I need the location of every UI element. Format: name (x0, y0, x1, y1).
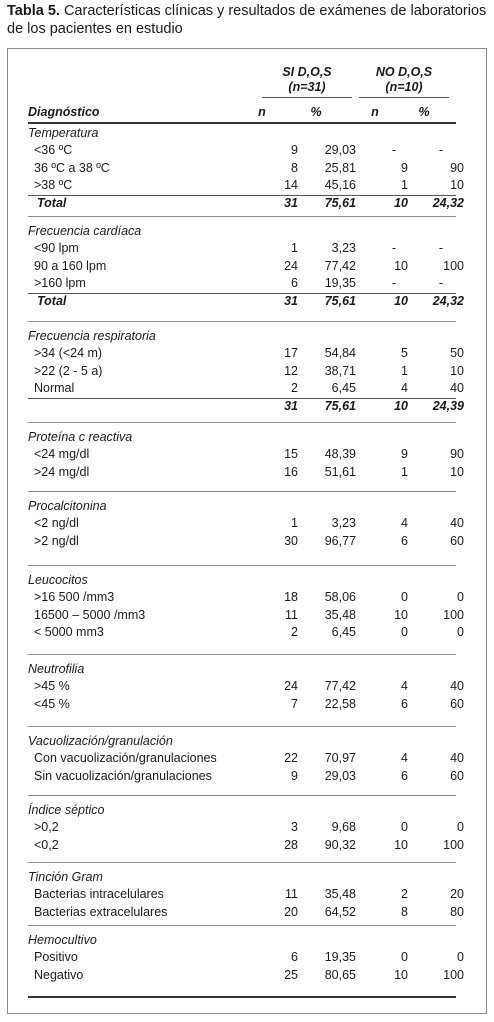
table-row (28, 446, 464, 464)
cell-n2: 10 (394, 258, 408, 273)
cell-n2: 10 (394, 967, 408, 982)
section-divider (28, 565, 456, 566)
table-row (28, 904, 464, 922)
section (28, 661, 464, 713)
table-row (28, 515, 464, 533)
cell-p1: 29,03 (324, 768, 356, 783)
total-cell-n2: 10 (394, 398, 408, 413)
section-title: Vacuolización/granulación (28, 734, 173, 748)
row-label: >160 lpm (34, 276, 86, 290)
cell-n1: 1 (291, 241, 298, 255)
cell-p2: 40 (450, 381, 464, 395)
row-label: Normal (34, 381, 75, 395)
table-row (28, 160, 464, 178)
cell-n2: 9 (401, 447, 408, 461)
section-divider (28, 726, 456, 727)
table-row (28, 363, 464, 381)
cell-n1: 6 (291, 276, 298, 290)
cell-n1: 14 (284, 178, 298, 192)
section (28, 429, 464, 481)
column-header-n-no: n (371, 105, 379, 119)
section (28, 932, 464, 984)
cell-p1: 19,35 (324, 276, 356, 290)
cell-p2: 60 (450, 696, 464, 711)
cell-n2: 0 (401, 820, 408, 834)
cell-p1: 3,23 (331, 516, 356, 530)
cell-n1: 22 (284, 751, 298, 765)
table-row (28, 949, 464, 967)
cell-p2: - (438, 143, 444, 157)
table-caption (7, 2, 489, 38)
row-label: Positivo (34, 950, 78, 964)
section (28, 802, 464, 854)
group-header-no-dos-n: (n=10) (385, 80, 423, 94)
total-cell-n1: 31 (284, 195, 298, 210)
cell-p2: 100 (443, 607, 464, 622)
total-cell-p2: 24,32 (432, 293, 464, 308)
section (28, 328, 464, 415)
cell-p1: 90,32 (324, 837, 356, 852)
cell-p2: - (438, 241, 444, 255)
group-header-no-dos (359, 65, 449, 95)
table-row (28, 380, 464, 398)
cell-n2: 2 (401, 887, 408, 901)
cell-p1: 58,06 (324, 590, 356, 604)
cell-p2: 20 (450, 887, 464, 901)
section-title: Proteína c reactiva (28, 430, 133, 444)
column-header-pct-si: % (310, 105, 322, 119)
cell-n2: - (391, 143, 397, 157)
cell-p2: 90 (450, 160, 464, 175)
cell-n1: 20 (284, 904, 298, 919)
section (28, 223, 464, 310)
table-row (28, 886, 464, 904)
section-title: Leucocitos (28, 573, 88, 587)
table-row (28, 464, 464, 482)
cell-p2: 0 (457, 820, 464, 834)
row-label: Sin vacuolización/granulaciones (34, 768, 212, 783)
cell-n2: - (391, 241, 397, 255)
row-label: Con vacuolización/granulaciones (34, 751, 217, 765)
cell-p1: 9,68 (331, 820, 356, 834)
total-cell-p1: 75,61 (324, 293, 356, 308)
row-label: Bacterias intracelulares (34, 887, 164, 901)
section-divider (28, 925, 456, 926)
section-title: Índice séptico (28, 803, 105, 817)
section-divider (28, 862, 456, 863)
total-cell-p1: 75,61 (324, 398, 356, 413)
total-row (28, 293, 464, 311)
cell-n2: 4 (401, 516, 408, 530)
cell-p2: 40 (450, 516, 464, 530)
cell-p2: 60 (450, 533, 464, 548)
cell-p1: 96,77 (324, 533, 356, 548)
cell-n1: 9 (291, 143, 298, 157)
header-rule (28, 122, 456, 124)
cell-n1: 8 (291, 160, 298, 175)
cell-p1: 19,35 (324, 950, 356, 964)
cell-n1: 16 (284, 464, 298, 479)
total-cell-p2: 24,39 (432, 398, 464, 413)
table-row (28, 819, 464, 837)
cell-p1: 51,61 (324, 464, 356, 479)
row-label: >34 (<24 m) (34, 346, 103, 360)
table-row (28, 258, 464, 276)
cell-n1: 3 (291, 820, 298, 834)
cell-n1: 9 (291, 768, 298, 783)
cell-n2: 6 (401, 533, 408, 548)
row-label: >16 500 /mm3 (34, 590, 115, 604)
cell-p1: 64,52 (324, 904, 356, 919)
cell-p2: 100 (443, 837, 464, 852)
cell-p1: 22,58 (324, 696, 356, 711)
cell-p1: 80,65 (324, 967, 356, 982)
cell-p1: 45,16 (324, 178, 356, 192)
group-underline-no (359, 97, 449, 98)
section (28, 733, 464, 785)
cell-p2: 100 (443, 258, 464, 273)
bottom-rule (28, 996, 456, 998)
cell-n1: 24 (284, 679, 298, 693)
cell-n1: 1 (291, 516, 298, 530)
row-label: Negativo (34, 967, 84, 982)
cell-p2: 10 (450, 178, 464, 192)
cell-p1: 38,71 (324, 363, 356, 378)
row-label: >24 mg/dl (34, 464, 90, 479)
table-row (28, 967, 464, 985)
cell-n2: 1 (401, 363, 408, 378)
table-row (28, 177, 464, 195)
table-row (28, 607, 464, 625)
section (28, 125, 464, 212)
cell-p2: 40 (450, 679, 464, 693)
row-label: <24 mg/dl (34, 447, 90, 461)
table-row (28, 837, 464, 855)
row-label: <0,2 (34, 837, 59, 852)
total-cell-n2: 10 (394, 195, 408, 210)
cell-n1: 12 (284, 363, 298, 378)
column-header-pct-no: % (418, 105, 430, 119)
cell-p1: 48,39 (324, 447, 356, 461)
table-row (28, 624, 464, 642)
cell-n1: 25 (284, 967, 298, 982)
cell-n1: 11 (285, 607, 298, 622)
total-cell-n1: 31 (284, 293, 298, 308)
cell-n1: 7 (291, 696, 298, 711)
table-row (28, 589, 464, 607)
section-divider (28, 654, 456, 655)
section-title: Procalcitonina (28, 499, 107, 513)
group-underline-si (262, 97, 352, 98)
section-divider (28, 321, 456, 322)
cell-n2: 9 (401, 160, 408, 175)
cell-n1: 11 (285, 887, 298, 901)
cell-n2: - (391, 276, 397, 290)
table-row (28, 275, 456, 293)
cell-n1: 2 (291, 625, 298, 639)
cell-n2: 0 (401, 590, 408, 604)
group-header-si-dos (262, 65, 352, 95)
cell-p2: 90 (450, 447, 464, 461)
section-divider (28, 216, 456, 217)
table-row (28, 678, 464, 696)
cell-p1: 35,48 (324, 607, 356, 622)
cell-p2: - (438, 276, 444, 290)
row-label: >38 ºC (34, 178, 73, 192)
section (28, 498, 464, 550)
row-label: 90 a 160 lpm (34, 258, 107, 273)
section-divider (28, 795, 456, 796)
section-divider (28, 491, 456, 492)
row-label: >0,2 (34, 820, 59, 834)
row-label: <90 lpm (34, 241, 79, 255)
cell-n2: 0 (401, 950, 408, 964)
cell-n2: 5 (401, 346, 408, 360)
cell-p2: 0 (457, 625, 464, 639)
section-divider (28, 422, 456, 423)
section-title: Tinción Gram (28, 870, 103, 884)
caption-text: Características clínicas y resultados de exámenes de laboratorios de los pacientes en estudio (7, 3, 487, 37)
group-header-si-dos-n: (n=31) (288, 80, 326, 94)
table-row (28, 345, 464, 363)
total-cell-p1: 75,61 (324, 195, 356, 210)
cell-p1: 70,97 (324, 751, 356, 765)
total-row (28, 398, 464, 416)
cell-n2: 4 (401, 679, 408, 693)
table-row (28, 696, 464, 714)
table-row (28, 142, 456, 160)
cell-p1: 77,42 (324, 679, 356, 693)
column-header-diagnostico: Diagnóstico (28, 105, 100, 119)
row-label: 36 ºC a 38 ºC (34, 160, 110, 175)
column-header-n-si: n (258, 105, 266, 119)
cell-p2: 0 (457, 950, 464, 964)
cell-n1: 18 (284, 590, 298, 604)
cell-p1: 35,48 (324, 887, 356, 901)
cell-n1: 30 (284, 533, 298, 548)
cell-p2: 10 (450, 464, 464, 479)
cell-n1: 17 (284, 346, 298, 360)
caption-label: Tabla 5. (7, 3, 60, 19)
cell-p2: 10 (450, 363, 464, 378)
cell-n2: 6 (401, 696, 408, 711)
cell-n2: 6 (401, 768, 408, 783)
row-label: Bacterias extracelulares (34, 904, 168, 919)
row-label: 16500 – 5000 /mm3 (34, 607, 146, 622)
section-title: Neutrofilia (28, 662, 85, 676)
table-row (28, 533, 464, 551)
total-cell-p2: 24,32 (432, 195, 464, 210)
cell-p2: 60 (450, 768, 464, 783)
cell-p1: 25,81 (324, 160, 356, 175)
total-label: Total (37, 195, 67, 210)
table-row (28, 240, 456, 258)
cell-p1: 6,45 (331, 381, 356, 395)
cell-p1: 77,42 (324, 258, 356, 273)
cell-p2: 40 (450, 751, 464, 765)
row-label: <36 ºC (34, 143, 73, 157)
cell-p2: 100 (443, 967, 464, 982)
row-label: >22 (2 - 5 a) (34, 363, 103, 378)
total-row (28, 195, 464, 213)
cell-n2: 4 (401, 381, 408, 395)
row-label: >2 ng/dl (34, 533, 79, 548)
total-cell-n2: 10 (394, 293, 408, 308)
section-title: Temperatura (28, 126, 99, 140)
section-title: Frecuencia cardíaca (28, 224, 142, 238)
cell-p2: 50 (450, 346, 464, 360)
section (28, 869, 464, 921)
cell-n1: 6 (291, 950, 298, 964)
group-header-no-dos-title: NO D,O,S (375, 65, 433, 79)
section-title: Hemocultivo (28, 933, 97, 947)
cell-n1: 28 (284, 837, 298, 852)
cell-n2: 8 (401, 904, 408, 919)
row-label: <2 ng/dl (34, 516, 79, 530)
group-header-si-dos-title: SI D,O,S (282, 65, 332, 79)
cell-p2: 80 (450, 904, 464, 919)
cell-p1: 6,45 (331, 625, 356, 639)
cell-n1: 15 (284, 447, 298, 461)
total-label: Total (37, 293, 67, 308)
row-label: < 5000 mm3 (34, 625, 104, 639)
cell-n2: 4 (401, 751, 408, 765)
total-cell-n1: 31 (284, 398, 298, 413)
cell-n2: 1 (401, 464, 408, 479)
row-label: >45 % (34, 679, 70, 693)
cell-n2: 0 (401, 625, 408, 639)
cell-n1: 24 (284, 258, 298, 273)
cell-n1: 2 (291, 381, 298, 395)
section-title: Frecuencia respiratoria (28, 329, 156, 343)
cell-n2: 10 (394, 837, 408, 852)
table-row (28, 768, 464, 786)
table-row (28, 750, 464, 768)
cell-p1: 3,23 (331, 241, 356, 255)
row-label: <45 % (34, 696, 70, 711)
section (28, 572, 464, 642)
cell-p1: 29,03 (324, 143, 356, 157)
cell-p1: 54,84 (324, 346, 356, 360)
cell-p2: 0 (457, 590, 464, 604)
cell-n2: 1 (401, 178, 408, 192)
cell-n2: 10 (394, 607, 408, 622)
